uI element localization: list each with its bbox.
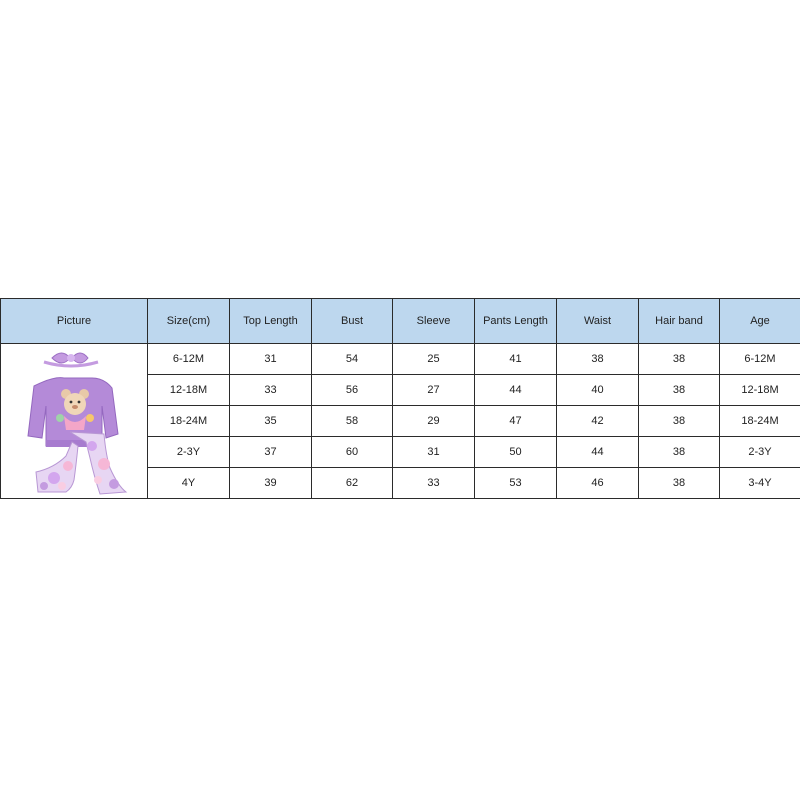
header-sleeve: Sleeve (393, 299, 475, 344)
cell-hair-band: 38 (639, 375, 720, 406)
headband-bow-icon (44, 353, 98, 366)
cell-hair-band: 38 (639, 437, 720, 468)
cell-size: 2-3Y (148, 437, 230, 468)
header-age: Age (720, 299, 800, 344)
product-picture-cell (1, 344, 148, 499)
cell-waist: 42 (557, 406, 639, 437)
cell-age: 2-3Y (720, 437, 800, 468)
cell-top-length: 39 (230, 468, 312, 499)
cell-top-length: 33 (230, 375, 312, 406)
cell-bust: 54 (312, 344, 393, 375)
cell-hair-band: 38 (639, 344, 720, 375)
cell-top-length: 31 (230, 344, 312, 375)
cell-waist: 40 (557, 375, 639, 406)
cell-hair-band: 38 (639, 406, 720, 437)
cell-top-length: 35 (230, 406, 312, 437)
cell-bust: 56 (312, 375, 393, 406)
cell-waist: 44 (557, 437, 639, 468)
table-row (1, 344, 800, 375)
cell-size: 12-18M (148, 375, 230, 406)
cell-bust: 62 (312, 468, 393, 499)
cell-age: 6-12M (720, 344, 800, 375)
header-hair-band: Hair band (639, 299, 720, 344)
header-pants-length: Pants Length (475, 299, 557, 344)
cell-pants-length: 41 (475, 344, 557, 375)
cell-sleeve: 33 (393, 468, 475, 499)
cell-pants-length: 53 (475, 468, 557, 499)
header-bust: Bust (312, 299, 393, 344)
cell-sleeve: 25 (393, 344, 475, 375)
header-row (1, 299, 800, 344)
cell-age: 12-18M (720, 375, 800, 406)
cell-size: 6-12M (148, 344, 230, 375)
cell-sleeve: 29 (393, 406, 475, 437)
cell-size: 18-24M (148, 406, 230, 437)
cell-age: 3-4Y (720, 468, 800, 499)
cell-pants-length: 50 (475, 437, 557, 468)
cell-waist: 38 (557, 344, 639, 375)
cell-sleeve: 31 (393, 437, 475, 468)
header-picture: Picture (1, 299, 148, 344)
cell-top-length: 37 (230, 437, 312, 468)
cell-hair-band: 38 (639, 468, 720, 499)
header-waist: Waist (557, 299, 639, 344)
outfit-image (14, 346, 134, 496)
cell-sleeve: 27 (393, 375, 475, 406)
cell-pants-length: 47 (475, 406, 557, 437)
cell-waist: 46 (557, 468, 639, 499)
cell-pants-length: 44 (475, 375, 557, 406)
header-size: Size(cm) (148, 299, 230, 344)
cell-bust: 60 (312, 437, 393, 468)
cell-age: 18-24M (720, 406, 800, 437)
size-chart-table (0, 298, 800, 499)
cell-size: 4Y (148, 468, 230, 499)
header-top-length: Top Length (230, 299, 312, 344)
cell-bust: 58 (312, 406, 393, 437)
